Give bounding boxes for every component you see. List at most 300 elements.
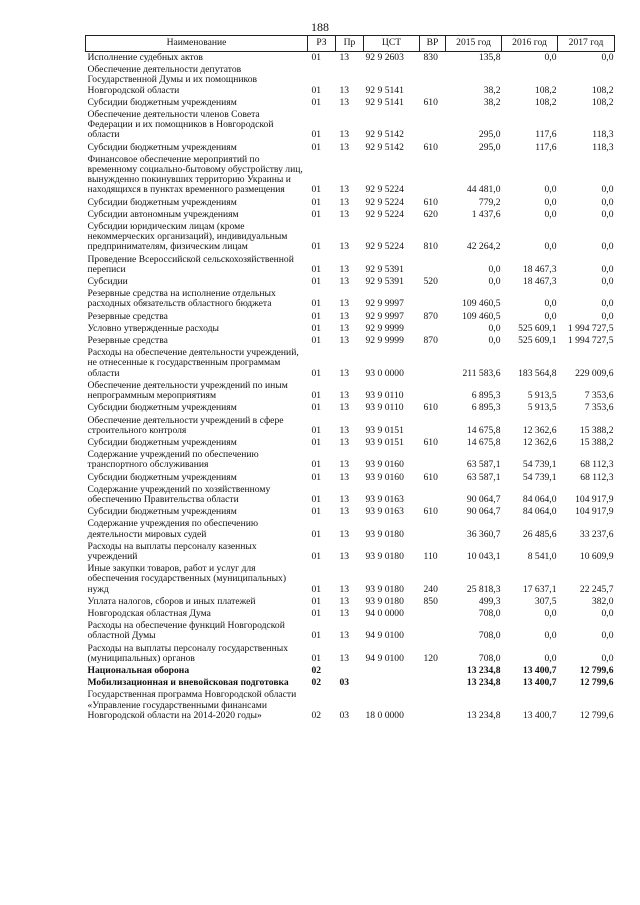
cell-y2015: 6 895,3 — [471, 390, 501, 402]
cell-vr — [420, 677, 446, 689]
cell-cst: 92 9 9997 — [365, 298, 404, 310]
cell-y2017: 15 388,2 — [579, 424, 614, 436]
cell-cst: 93 9 0110 — [365, 390, 404, 402]
table-row — [86, 506, 615, 518]
cell-y2017: 12 799,6 — [579, 709, 614, 721]
table-row — [86, 541, 615, 563]
cell-rz: 01 — [311, 390, 322, 402]
cell-y2017: 0,0 — [601, 607, 614, 619]
table-row — [86, 221, 615, 254]
cell-rz: 01 — [311, 52, 322, 63]
cell-y2015: 90 064,7 — [466, 506, 501, 518]
cell-y2015: 0,0 — [488, 263, 501, 275]
cell-pr: 13 — [339, 196, 350, 208]
cell-pr: 13 — [339, 528, 350, 540]
cell-y2016: 84 064,0 — [522, 506, 557, 518]
cell-vr — [420, 415, 446, 437]
cell-name: Обеспечение деятельности учреждений в сфере строительного контроля — [87, 414, 284, 436]
table-row — [86, 608, 615, 620]
cell-y2016: 18 467,3 — [522, 263, 557, 275]
table-row — [86, 335, 615, 347]
cell-name: Обеспечение деятельности учреждений по иным непрограммным мероприятиям — [87, 379, 288, 402]
cell-name: Субсидии — [87, 276, 128, 288]
cell-cst: 92 9 5224 — [365, 208, 404, 220]
table-row — [86, 677, 615, 689]
cell-y2017: 12 799,6 — [579, 677, 614, 689]
cell-vr: 610 — [423, 506, 438, 518]
table-row — [86, 449, 615, 471]
table-row — [86, 97, 615, 109]
cell-rz: 01 — [311, 652, 322, 664]
cell-pr: 13 — [339, 322, 350, 334]
cell-y2016: 183 564,8 — [518, 367, 557, 379]
cell-y2017: 0,0 — [601, 208, 614, 220]
table-row — [86, 402, 615, 414]
cell-rz: 01 — [311, 471, 322, 483]
cell-pr: 13 — [339, 84, 350, 96]
cell-y2015: 499,3 — [478, 595, 501, 607]
cell-rz: 01 — [311, 459, 322, 471]
cell-pr: 13 — [339, 310, 350, 322]
cell-y2017: 0,0 — [601, 310, 614, 322]
cell-vr — [420, 154, 446, 197]
cell-y2015: 0,0 — [488, 335, 501, 347]
cell-y2016: 13 400,7 — [522, 664, 557, 676]
table-row — [86, 323, 615, 335]
cell-pr: 13 — [339, 184, 350, 196]
cell-y2016: 5 913,5 — [527, 390, 557, 402]
cell-y2015: 10 043,1 — [466, 550, 501, 562]
cell-pr: 13 — [339, 52, 350, 63]
cell-rz: 01 — [311, 595, 322, 607]
cell-cst: 93 9 0110 — [365, 402, 404, 414]
cell-rz: 01 — [311, 424, 322, 436]
cell-name: Финансовое обеспечение мероприятий по временному социально-бытовому обустройству лиц, вынужденно покинувших территорию Украины и находящихся в пунктах временного размещения — [87, 153, 303, 196]
cell-y2016: 8 541,0 — [527, 550, 557, 562]
cell-name: Исполнение судебных актов — [87, 52, 203, 63]
cell-pr: 13 — [339, 141, 350, 153]
cell-pr: 13 — [339, 607, 350, 619]
cell-vr: 120 — [423, 652, 438, 664]
cell-vr: 520 — [423, 276, 438, 288]
cell-name: Субсидии бюджетным учреждениям — [87, 471, 237, 483]
cell-name: Субсидии юридическим лицам (кроме некоммерческих организаций), индивидуальным предпринимателям, физическим лицам — [87, 221, 288, 253]
cell-y2017: 0,0 — [601, 630, 614, 642]
cell-y2016: 12 362,6 — [522, 424, 557, 436]
cell-y2017: 0,0 — [601, 263, 614, 275]
table-row — [86, 689, 615, 722]
cell-vr — [420, 689, 446, 722]
cell-y2017: 22 245,7 — [579, 583, 614, 595]
cell-name: Обеспечение деятельности членов Совета Федерации и их помощников в Новгородской области — [87, 109, 274, 141]
cell-y2016: 13 400,7 — [522, 677, 557, 689]
cell-name: Субсидии бюджетным учреждениям — [87, 436, 237, 448]
header-2015: 2015 год — [446, 36, 502, 52]
cell-y2016: 12 362,6 — [522, 436, 557, 448]
table-row — [86, 347, 615, 380]
cell-y2015: 0,0 — [488, 276, 501, 288]
cell-name: Содержание учреждений по обеспечению транспортного обслуживания — [87, 449, 259, 471]
cell-cst: 92 9 5224 — [365, 241, 404, 253]
cell-y2015: 42 264,2 — [466, 241, 501, 253]
cell-vr: 620 — [423, 208, 438, 220]
cell-pr — [336, 665, 364, 677]
cell-cst: 92 9 5224 — [365, 196, 404, 208]
cell-y2015: 0,0 — [488, 322, 501, 334]
table-row — [86, 154, 615, 197]
cell-cst: 94 9 0100 — [365, 630, 404, 642]
cell-name: Обеспечение деятельности депутатов Государственной Думы и их помощников Новгородской области — [87, 64, 258, 96]
cell-name: Резервные средства — [87, 335, 168, 347]
cell-y2016: 117,6 — [535, 129, 557, 141]
cell-y2017: 7 353,6 — [584, 402, 614, 414]
cell-y2017: 1 994 727,5 — [567, 322, 614, 334]
cell-y2017: 104 917,9 — [575, 506, 614, 518]
cell-y2015: 38,2 — [483, 84, 501, 96]
cell-cst: 93 9 0163 — [365, 506, 404, 518]
cell-cst: 92 9 5142 — [365, 129, 404, 141]
cell-vr — [420, 288, 446, 310]
cell-name: Государственная программа Новгородской области «Управление государственными финансами Новгородской области на 2014-2020 годы» — [87, 689, 297, 721]
cell-name: Мобилизационная и вневойсковая подготовка — [87, 677, 289, 689]
table-row — [86, 484, 615, 506]
cell-pr: 13 — [339, 652, 350, 664]
cell-y2016: 0,0 — [544, 196, 557, 208]
cell-pr: 13 — [339, 129, 350, 141]
cell-pr: 13 — [339, 506, 350, 518]
cell-y2016: 0,0 — [544, 52, 557, 63]
cell-y2016: 13 400,7 — [522, 709, 557, 721]
cell-y2017: 0,0 — [601, 276, 614, 288]
cell-y2015: 708,0 — [478, 630, 501, 642]
cell-rz: 01 — [311, 607, 322, 619]
cell-y2017: 68 112,3 — [580, 471, 614, 483]
cell-vr: 870 — [423, 335, 438, 347]
cell-y2017: 118,3 — [592, 129, 614, 141]
cell-cst: 93 9 0163 — [365, 493, 404, 505]
cell-name: Субсидии бюджетным учреждениям — [87, 96, 237, 108]
cell-cst — [364, 677, 420, 689]
cell-y2015: 13 234,8 — [466, 677, 501, 689]
cell-rz: 01 — [311, 583, 322, 595]
cell-cst: 92 9 5391 — [365, 263, 404, 275]
cell-pr: 13 — [339, 402, 350, 414]
cell-y2017: 0,0 — [601, 196, 614, 208]
cell-cst: 93 9 0180 — [365, 550, 404, 562]
cell-y2016: 117,6 — [535, 141, 557, 153]
header-2017: 2017 год — [558, 36, 615, 52]
cell-cst: 92 9 9999 — [365, 335, 404, 347]
cell-rz: 01 — [311, 241, 322, 253]
cell-y2015: 109 460,5 — [462, 298, 501, 310]
cell-cst: 92 9 2603 — [365, 52, 404, 63]
cell-cst: 93 0 0000 — [365, 367, 404, 379]
cell-pr: 13 — [339, 208, 350, 220]
cell-y2016: 525 609,1 — [518, 322, 557, 334]
cell-name: Субсидии бюджетным учреждениям — [87, 402, 237, 414]
cell-y2015: 14 675,8 — [466, 424, 501, 436]
cell-rz: 01 — [311, 367, 322, 379]
table-row — [86, 109, 615, 142]
cell-y2017: 68 112,3 — [580, 459, 614, 471]
page-number: 188 — [311, 20, 329, 34]
cell-y2017: 108,2 — [591, 84, 614, 96]
cell-vr — [420, 254, 446, 276]
cell-vr — [420, 608, 446, 620]
cell-y2016: 108,2 — [534, 96, 557, 108]
table-row — [86, 142, 615, 154]
table-row — [86, 643, 615, 665]
cell-y2016: 0,0 — [544, 630, 557, 642]
cell-vr — [420, 323, 446, 335]
cell-y2016: 18 467,3 — [522, 276, 557, 288]
header-2016: 2016 год — [502, 36, 558, 52]
cell-cst: 92 9 5142 — [365, 141, 404, 153]
cell-y2015: 13 234,8 — [466, 664, 501, 676]
table-row — [86, 288, 615, 310]
cell-y2017: 33 237,6 — [579, 528, 614, 540]
table-row — [86, 518, 615, 540]
cell-rz: 01 — [311, 493, 322, 505]
cell-cst: 93 9 0151 — [365, 436, 404, 448]
header-cst: ЦСТ — [364, 36, 420, 52]
cell-pr: 13 — [339, 263, 350, 275]
cell-y2015: 135,8 — [478, 52, 501, 63]
cell-name: Субсидии бюджетным учреждениям — [87, 141, 237, 153]
header-rz: РЗ — [308, 36, 336, 52]
cell-pr: 03 — [339, 677, 350, 689]
cell-vr: 610 — [423, 436, 438, 448]
cell-y2017: 10 609,9 — [579, 550, 614, 562]
cell-y2017: 108,2 — [591, 96, 614, 108]
cell-cst — [364, 665, 420, 677]
cell-pr: 13 — [339, 459, 350, 471]
cell-name: Национальная оборона — [87, 664, 190, 676]
cell-y2017: 0,0 — [601, 652, 614, 664]
cell-vr — [420, 380, 446, 402]
cell-y2016: 0,0 — [544, 652, 557, 664]
cell-y2015: 1 437,6 — [471, 208, 501, 220]
table-row — [86, 64, 615, 97]
cell-name: Условно утвержденные расходы — [87, 322, 219, 334]
cell-y2017: 0,0 — [601, 184, 614, 196]
cell-name: Расходы на выплаты персоналу государственных (муниципальных) органов — [87, 642, 289, 664]
cell-y2016: 307,5 — [534, 595, 557, 607]
cell-cst: 94 9 0100 — [365, 652, 404, 664]
cell-rz: 01 — [311, 506, 322, 518]
cell-y2017: 229 009,6 — [575, 367, 614, 379]
cell-cst: 92 9 5391 — [365, 276, 404, 288]
cell-pr: 13 — [339, 630, 350, 642]
cell-name: Расходы на выплаты персоналу казенных учреждений — [87, 540, 257, 562]
cell-pr: 13 — [339, 424, 350, 436]
cell-cst: 94 0 0000 — [365, 607, 404, 619]
cell-y2016: 525 609,1 — [518, 335, 557, 347]
table-row — [86, 472, 615, 484]
cell-cst: 93 9 0180 — [365, 528, 404, 540]
cell-pr: 03 — [339, 709, 350, 721]
cell-vr — [420, 347, 446, 380]
cell-pr: 13 — [339, 595, 350, 607]
cell-cst: 18 0 0000 — [365, 709, 404, 721]
cell-vr: 610 — [423, 402, 438, 414]
cell-cst: 92 9 9997 — [365, 310, 404, 322]
cell-pr: 13 — [339, 96, 350, 108]
cell-pr: 13 — [339, 335, 350, 347]
header-pr: Пр — [336, 36, 364, 52]
cell-name: Субсидии автономным учреждениям — [87, 208, 239, 220]
cell-y2016: 0,0 — [544, 298, 557, 310]
cell-cst: 92 9 5141 — [365, 96, 404, 108]
table-row — [86, 596, 615, 608]
cell-y2015: 90 064,7 — [466, 493, 501, 505]
table-row — [86, 665, 615, 677]
cell-y2016: 0,0 — [544, 241, 557, 253]
cell-y2015: 13 234,8 — [466, 709, 501, 721]
cell-y2016: 0,0 — [544, 310, 557, 322]
cell-y2017: 0,0 — [601, 241, 614, 253]
cell-y2015: 25 818,3 — [466, 583, 501, 595]
cell-pr: 13 — [339, 550, 350, 562]
cell-y2017: 7 353,6 — [584, 390, 614, 402]
cell-y2017: 118,3 — [592, 141, 614, 153]
cell-y2015: 779,2 — [478, 196, 501, 208]
cell-vr: 870 — [423, 310, 438, 322]
cell-y2015: 38,2 — [483, 96, 501, 108]
cell-vr: 610 — [423, 141, 438, 153]
table-row — [86, 415, 615, 437]
cell-rz: 02 — [311, 677, 322, 689]
cell-pr: 13 — [339, 493, 350, 505]
cell-name: Новгородская областная Дума — [87, 607, 211, 619]
cell-rz: 01 — [311, 436, 322, 448]
cell-y2017: 0,0 — [601, 52, 614, 63]
cell-vr: 240 — [423, 583, 438, 595]
cell-name: Расходы на обеспечение деятельности учреждений, не отнесенные к государственным программам области — [87, 347, 299, 379]
cell-cst: 93 9 0151 — [365, 424, 404, 436]
cell-vr: 830 — [423, 52, 438, 63]
cell-cst: 93 9 0180 — [365, 583, 404, 595]
cell-pr: 13 — [339, 436, 350, 448]
cell-name: Субсидии бюджетным учреждениям — [87, 196, 237, 208]
cell-y2017: 104 917,9 — [575, 493, 614, 505]
cell-vr — [420, 518, 446, 540]
cell-y2017: 15 388,2 — [579, 436, 614, 448]
cell-rz: 01 — [311, 263, 322, 275]
table-row — [86, 209, 615, 221]
cell-pr: 13 — [339, 583, 350, 595]
cell-y2015: 14 675,8 — [466, 436, 501, 448]
cell-rz: 01 — [311, 402, 322, 414]
table-row — [86, 254, 615, 276]
cell-pr: 13 — [339, 276, 350, 288]
cell-cst: 92 9 9999 — [365, 322, 404, 334]
cell-rz: 01 — [311, 84, 322, 96]
cell-y2015: 63 587,1 — [466, 459, 501, 471]
table-row — [86, 276, 615, 288]
cell-y2017: 12 799,6 — [579, 664, 614, 676]
cell-rz: 01 — [311, 550, 322, 562]
cell-name: Расходы на обеспечение функций Новгородской областной Думы — [87, 620, 285, 642]
cell-pr: 13 — [339, 367, 350, 379]
cell-name: Проведение Всероссийской сельскохозяйственной переписи — [87, 253, 294, 275]
cell-name: Резервные средства на исполнение отдельных расходных обязательств областного бюджета — [87, 288, 276, 310]
cell-name: Уплата налогов, сборов и иных платежей — [87, 595, 256, 607]
table-row — [86, 563, 615, 596]
cell-y2015: 6 895,3 — [471, 402, 501, 414]
cell-name: Резервные средства — [87, 310, 168, 322]
cell-y2015: 295,0 — [478, 141, 501, 153]
cell-y2016: 0,0 — [544, 208, 557, 220]
cell-vr: 810 — [423, 241, 438, 253]
cell-vr: 610 — [423, 96, 438, 108]
cell-name: Иные закупки товаров, работ и услуг для обеспечения государственных (муниципальных) нужд — [87, 563, 287, 595]
cell-cst: 93 9 0180 — [365, 595, 404, 607]
cell-vr — [420, 109, 446, 142]
cell-rz: 01 — [311, 96, 322, 108]
cell-pr: 13 — [339, 471, 350, 483]
cell-y2015: 63 587,1 — [466, 471, 501, 483]
table-body — [86, 52, 615, 722]
cell-rz: 01 — [311, 276, 322, 288]
cell-y2016: 17 637,1 — [522, 583, 557, 595]
cell-pr: 13 — [339, 241, 350, 253]
cell-y2017: 382,0 — [591, 595, 614, 607]
cell-y2015: 708,0 — [478, 607, 501, 619]
cell-y2016: 26 485,6 — [522, 528, 557, 540]
cell-vr — [420, 484, 446, 506]
cell-y2016: 108,2 — [534, 84, 557, 96]
budget-table — [85, 35, 615, 722]
table-row — [86, 52, 615, 65]
cell-rz: 01 — [311, 184, 322, 196]
cell-rz: 01 — [311, 310, 322, 322]
cell-rz: 01 — [311, 322, 322, 334]
cell-y2017: 0,0 — [601, 298, 614, 310]
cell-name: Содержание учреждений по хозяйственному обеспечению Правительства области — [87, 483, 271, 505]
cell-y2015: 211 583,6 — [462, 367, 501, 379]
cell-rz: 02 — [311, 664, 322, 676]
cell-rz: 02 — [311, 709, 322, 721]
cell-rz: 01 — [311, 208, 322, 220]
cell-vr — [420, 620, 446, 642]
cell-cst: 92 9 5224 — [365, 184, 404, 196]
table-row — [86, 197, 615, 209]
cell-y2017: 1 994 727,5 — [567, 335, 614, 347]
cell-y2015: 295,0 — [478, 129, 501, 141]
cell-vr: 610 — [423, 471, 438, 483]
cell-vr: 110 — [423, 550, 438, 562]
table-row — [86, 380, 615, 402]
table-row — [86, 620, 615, 642]
cell-name: Содержание учреждения по обеспечению деятельности мировых судей — [87, 518, 258, 540]
cell-y2016: 54 739,1 — [522, 471, 557, 483]
cell-rz: 01 — [311, 196, 322, 208]
header-vr: ВР — [420, 36, 446, 52]
cell-rz: 01 — [311, 630, 322, 642]
cell-vr: 610 — [423, 196, 438, 208]
cell-vr — [420, 449, 446, 471]
cell-cst: 93 9 0160 — [365, 459, 404, 471]
header-name: Наименование — [86, 36, 308, 52]
cell-rz: 01 — [311, 129, 322, 141]
cell-rz: 01 — [311, 141, 322, 153]
cell-y2015: 708,0 — [478, 652, 501, 664]
cell-y2015: 109 460,5 — [462, 310, 501, 322]
cell-y2015: 44 481,0 — [466, 184, 501, 196]
cell-y2016: 0,0 — [544, 607, 557, 619]
table-header — [86, 36, 615, 52]
